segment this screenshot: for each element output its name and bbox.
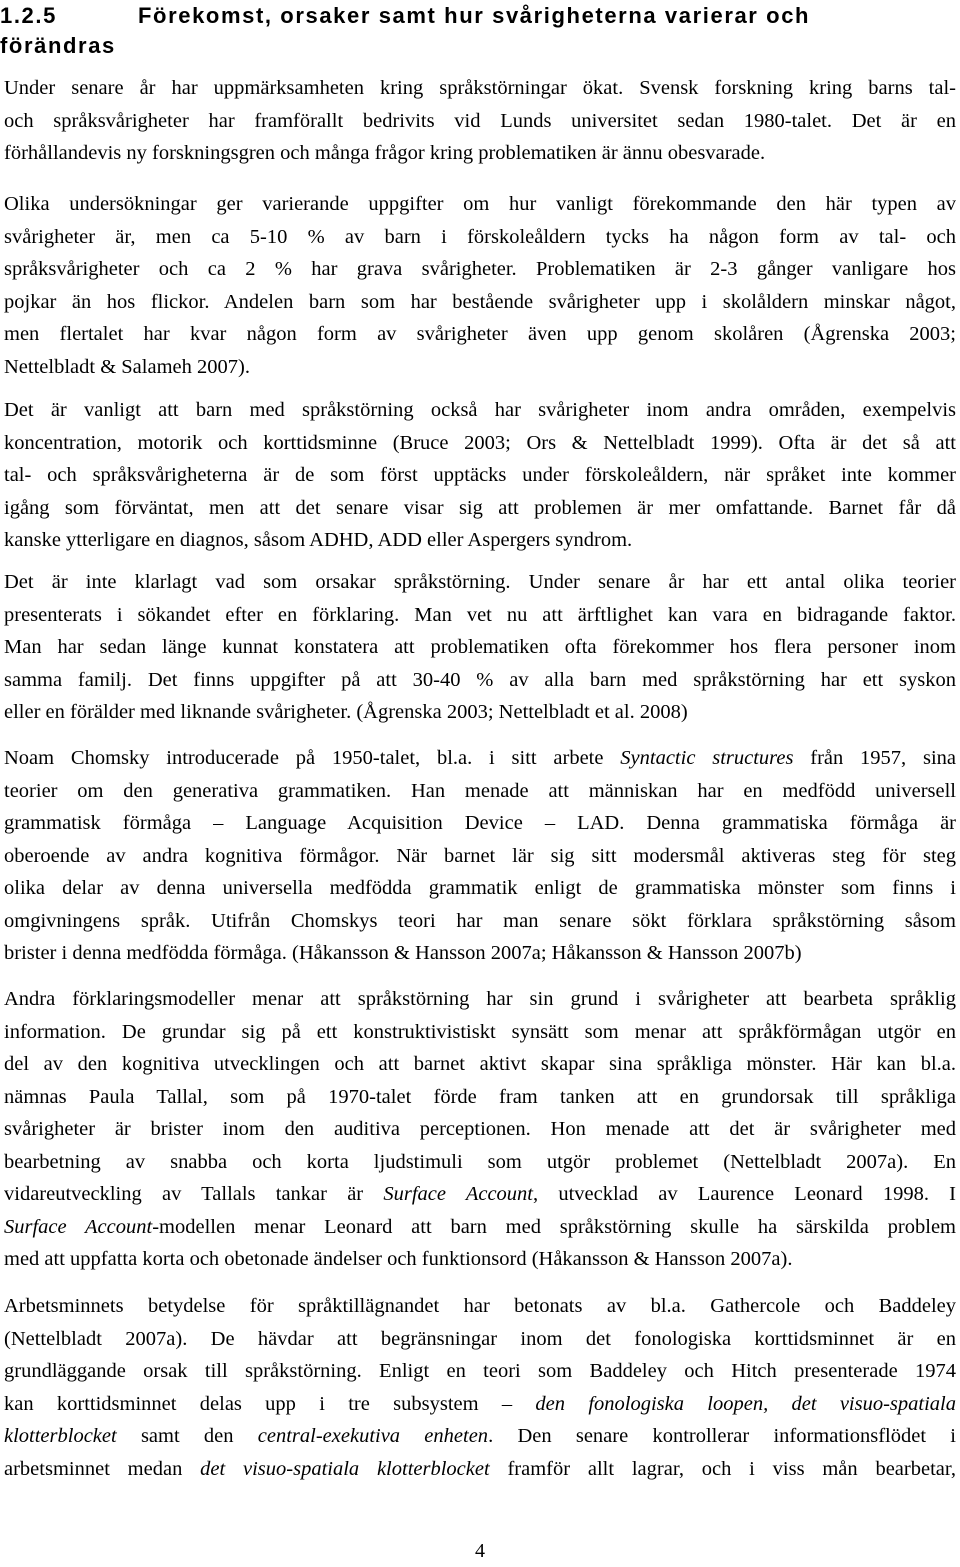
paragraph: [4, 742, 956, 970]
text-line: Nettelbladt & Salameh 2007).: [4, 355, 250, 378]
text-line: Det är vanligt att barn med språkstörning också har svårigheter inom andra områden, exempelvis: [4, 399, 956, 421]
section-heading: [0, 0, 940, 32]
text-line: (Nettelbladt 2007a). De hävdar att begränsningar inom det fonologiska korttidsminnet är en: [4, 1327, 956, 1350]
text-line: kanske ytterligare en diagnos, såsom ADHD, ADD eller Aspergers syndrom.: [4, 529, 633, 551]
text-line: pojkar än hos flickor. Andelen barn som har bestående svårigheter upp i skolåldern minskar något,: [4, 290, 956, 313]
section-heading-continued: [0, 30, 940, 62]
text-line: grammatisk förmåga – Language Acquisition Device – LAD. Denna grammatiska förmåga är: [4, 812, 956, 834]
section-title-line2: förändras: [0, 33, 116, 58]
text-line: del av den kognitiva utvecklingen och att barnet aktivt skapar sina språkliga mönster. Här kan bl.a.: [4, 1053, 956, 1075]
text-line: svårigheter är brister inom den auditiva perceptionen. Hon menade att det är svårigheter med: [4, 1118, 956, 1140]
text-line: presenterats i sökandet efter en förklaring. Man vet nu att ärftlighet kan vara en bidragande faktor.: [4, 603, 956, 626]
text-line: men flertalet har kvar någon form av svårigheter även upp genom skolåren (Ågrenska 2003;: [4, 323, 956, 345]
text-line: teorier om den generativa grammatiken. Han menade att människan har en medfödd universell: [4, 779, 956, 802]
text-line: grundläggande orsak till språkstörning. Enligt en teori som Baddeley och Hitch presenterade 1974: [4, 1360, 956, 1382]
text-line: arbetsminnet medan det visuo-spatiala klotterblocket framför allt lagrar, och i viss mån bearbetar,: [4, 1457, 956, 1480]
text-line: igång som förväntat, men att det senare visar sig att problemen är mer omfattande. Barnet får då: [4, 496, 956, 519]
text-line: information. De grundar sig på ett konstruktivistiskt synsätt som menar att språkförmågan utgör en: [4, 1020, 956, 1043]
text-line: svårigheter är, men ca 5-10 % av barn i förskoleåldern tycks ha någon form av tal- och: [4, 225, 956, 248]
text-line: och språksvårigheter har framförallt bedrivits vid Lunds universitet sedan 1980-talet. Det är en: [4, 109, 956, 132]
text-line: Surface Account-modellen menar Leonard att barn med språkstörning skulle ha särskilda problem: [4, 1215, 956, 1238]
section-title-line1: Förekomst, orsaker samt hur svårigheterna varierar och: [138, 3, 811, 28]
paragraph: [4, 1290, 956, 1485]
text-line: Man har sedan länge kunnat konstatera att problematiken ofta förekommer hos flera personer inom: [4, 636, 956, 658]
paragraph: [4, 72, 956, 170]
text-line: Noam Chomsky introducerade på 1950-talet, bl.a. i sitt arbete Syntactic structures från 1957, sina: [4, 747, 956, 769]
text-line: koncentration, motorik och korttidsminne (Bruce 2003; Ors & Nettelbladt 1999). Ofta är det så att: [4, 431, 956, 454]
text-line: med att uppfatta korta och obetonade ändelser och funktionsord (Håkansson & Hansson 2007a).: [4, 1248, 793, 1270]
text-line: omgivningens språk. Utifrån Chomskys teori har man senare sökt förklara språkstörning såsom: [4, 909, 956, 932]
paragraph: [4, 983, 956, 1276]
text-line: förhållandevis ny forskningsgren och många frågor kring problematiken är ännu obesvarade.: [4, 142, 766, 164]
text-line: eller en förälder med liknande svårigheter. (Ågrenska 2003; Nettelbladt et al. 2008): [4, 701, 688, 723]
text-line: tal- och språksvårigheterna är de som först upptäcks under förskoleåldern, när språket inte kommer: [4, 464, 956, 486]
text-line: brister i denna medfödda förmåga. (Håkansson & Hansson 2007a; Håkansson & Hansson 2007b): [4, 942, 802, 964]
text-line: Olika undersökningar ger varierande uppgifter om hur vanligt förekommande den här typen av: [4, 193, 956, 215]
text-line: Arbetsminnets betydelse för språktillägnandet har betonats av bl.a. Gathercole och Baddeley: [4, 1295, 956, 1317]
text-line: olika delar av denna universella medfödda grammatik enligt de grammatiska mönster som finns i: [4, 877, 956, 899]
paragraph: [4, 566, 956, 729]
text-line: språksvårigheter och ca 2 % har grava svårigheter. Problematiken är 2-3 gånger vanligare hos: [4, 258, 956, 280]
text-line: bearbetning av snabba och korta ljudstimuli som utgör problemet (Nettelbladt 2007a). En: [4, 1150, 956, 1173]
text-line: kan korttidsminnet delas upp i tre subsystem – den fonologiska loopen, det visuo-spatiala: [4, 1392, 956, 1415]
text-line: Det är inte klarlagt vad som orsakar språkstörning. Under senare år har ett antal olika teorier: [4, 571, 956, 593]
text-line: nämnas Paula Tallal, som på 1970-talet förde fram tanken att en grundorsak till språkliga: [4, 1085, 956, 1108]
text-line: Andra förklaringsmodeller menar att språkstörning har sin grund i svårigheter att bearbeta språklig: [4, 988, 956, 1010]
paragraph: [4, 188, 956, 383]
text-line: vidareutveckling av Tallals tankar är Surface Account, utvecklad av Laurence Leonard 1998. I: [4, 1183, 956, 1205]
text-line: Under senare år har uppmärksamheten kring språkstörningar ökat. Svensk forskning kring barns tal-: [4, 77, 956, 99]
text-line: samma familj. Det finns uppgifter på att 30-40 % av alla barn med språkstörning har ett syskon: [4, 668, 956, 691]
text-line: klotterblocket samt den central-exekutiva enheten. Den senare kontrollerar informationsflödet i: [4, 1425, 956, 1447]
section-number: 1.2.5: [0, 3, 57, 28]
page-number: 4: [475, 1540, 485, 1562]
text-line: oberoende av andra kognitiva förmågor. När barnet lär sig sitt modersmål aktiveras steg för steg: [4, 844, 956, 867]
paragraph: [4, 394, 956, 557]
